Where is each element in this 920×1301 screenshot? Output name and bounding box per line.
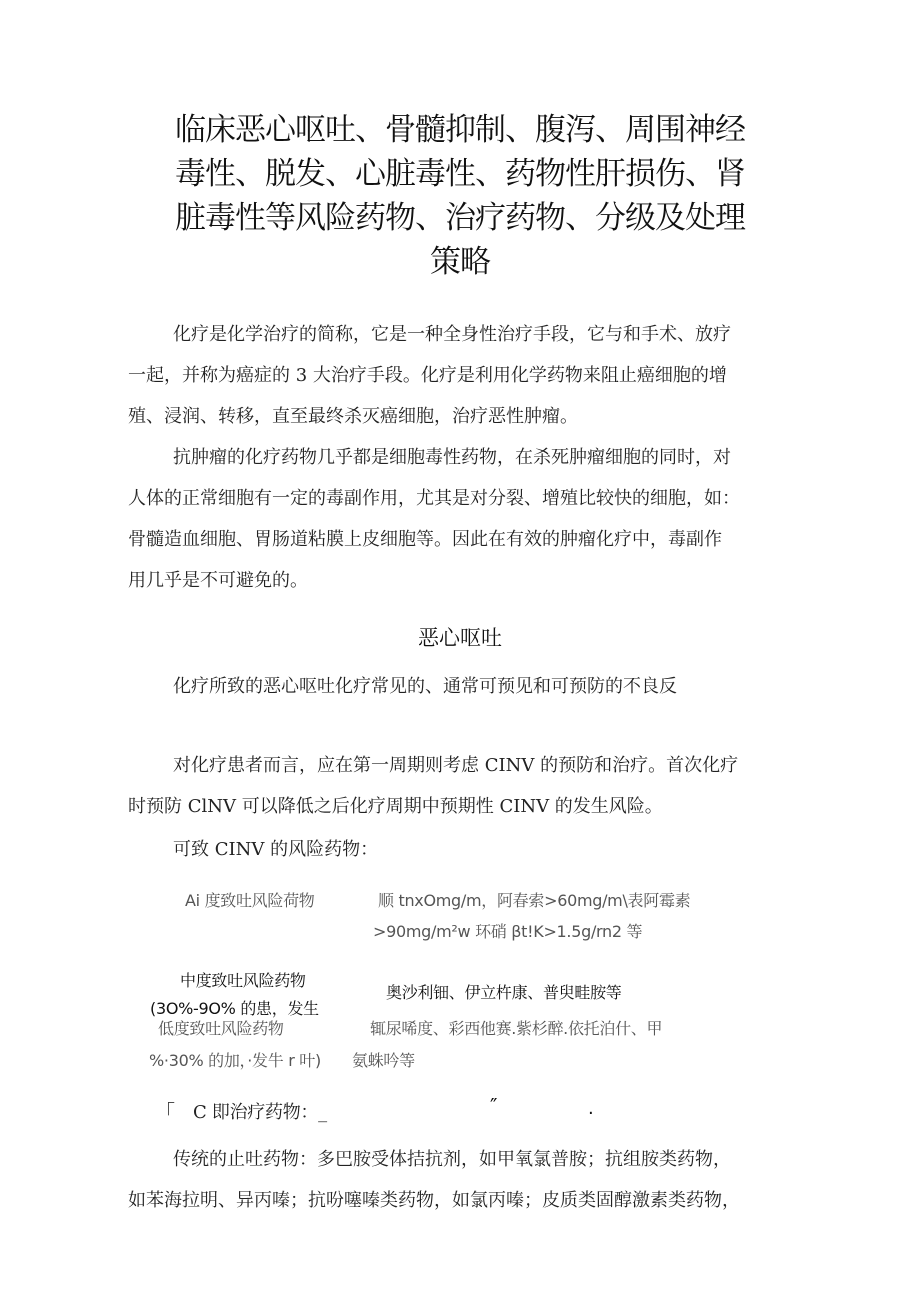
mid-risk-drugs: 奥沙利钿、伊立杵康、普臾畦胺等 <box>386 983 622 1002</box>
end-mark: . <box>588 1098 594 1119</box>
quote-mark: ″ <box>490 1094 498 1118</box>
section-paragraph-2 <box>128 745 808 827</box>
low-risk-subtext: %·30% 的加，·发牛 r 叶) <box>149 1051 321 1070</box>
low-risk-label: 低度致吐风险药物 <box>158 1019 284 1038</box>
text-line: 骨髓造血细胞、胃肠道粘膜上皮细胞等。因此在有效的肿瘤化疗中，毒副作 <box>128 529 722 550</box>
text-line: 用几乎是不可避免的。 <box>128 570 308 591</box>
low-risk-drugs: 辄尿唏度、彩西他赛.紫杉醉.依托泊什、甲 <box>370 1019 663 1038</box>
mid-risk-label-cell <box>150 968 340 1018</box>
treatment-drugs-label: C 即治疗药物：_ <box>193 1102 327 1123</box>
title-line: 临床恶心呕吐、骨髓抑制、腹泻、周围神经 <box>175 112 745 148</box>
text-line: 人体的正常细胞有一定的毒副作用，尤其是对分裂、增殖比较快的细胞，如： <box>128 488 740 509</box>
high-risk-drugs: >90mg/m²w 环硝 βt!K>1.5g/rn2 等 <box>373 922 643 941</box>
bracket-mark: 「 <box>155 1100 175 1124</box>
text-line: 如苯海拉明、异丙嗪；抗吩噻嗪类药物，如氯丙嗪；皮质类固醇激素类药物， <box>128 1190 740 1211</box>
text-line: 对化疗患者而言，应在第一周期则考虑 CINV 的预防和治疗。首次化疗 <box>173 755 739 776</box>
text-line: 可致 CINV 的风险药物： <box>173 839 379 860</box>
mid-risk-label: 中度致吐风险药物 <box>180 971 306 990</box>
text-line: 时预防 ClNV 可以降低之后化疗周期中预期性 CINV 的发生风险。 <box>128 796 663 817</box>
text-line: 化疗是化学治疗的简称，它是一种全身性治疗手段，它与和手术、放疗 <box>173 324 731 345</box>
section-paragraph-1 <box>128 666 808 707</box>
intro-paragraph-1 <box>128 314 808 437</box>
text-line: 抗肿瘤的化疗药物几乎都是细胞毒性药物，在杀死肿瘤细胞的同时，对 <box>173 447 731 468</box>
text-line: 化疗所致的恶心呕吐化疗常见的、通常可预见和可预防的不良反 <box>173 676 677 697</box>
section-paragraph-3 <box>128 829 808 870</box>
high-risk-label: Ai 度致吐风险荷物 <box>185 891 315 910</box>
title-line: 策略 <box>430 244 490 280</box>
text-line: 殖、浸润、转移，直至最终杀灭癌细胞，治疗恶性肿瘤。 <box>128 406 578 427</box>
section-paragraph-4 <box>128 1139 808 1221</box>
low-risk-drugs: 氨蛛吟等 <box>352 1051 415 1070</box>
text-line: 一起，并称为癌症的 3 大治疗手段。化疗是利用化学药物来阻止癌细胞的增 <box>128 365 727 386</box>
mid-risk-subtext: (3O%-9O% 的患，发生 <box>150 999 319 1018</box>
high-risk-drugs: 顺 tnxOmg/m，阿春索>60mg/m\表阿霉素 <box>378 891 691 910</box>
text-line: 传统的止吐药物：多巴胺受体拮抗剂，如甲氧氯普胺；抗组胺类药物， <box>173 1149 731 1170</box>
title-line: 毒性、脱发、心脏毒性、药物性肝损伤、肾 <box>175 156 745 192</box>
section-heading: 恶心呕吐 <box>418 626 502 650</box>
intro-paragraph-2 <box>128 437 808 601</box>
title-line: 脏毒性等风险药物、治疗药物、分级及处理 <box>175 200 745 236</box>
document-title <box>140 108 780 284</box>
